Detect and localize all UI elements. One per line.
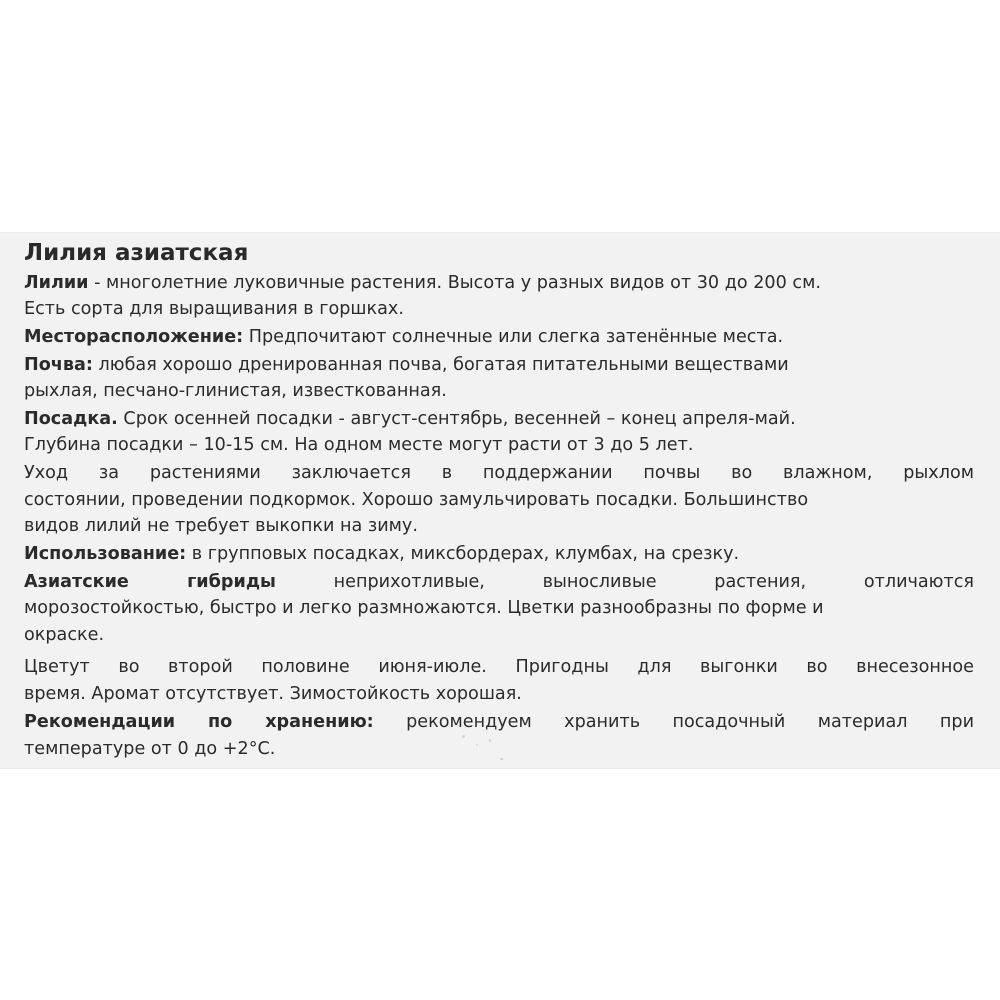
paper-speck bbox=[462, 735, 465, 738]
text-line bbox=[24, 433, 974, 457]
text-line bbox=[24, 488, 974, 512]
paper-speck bbox=[500, 758, 503, 760]
text-line-regular: состоянии, проведении подкормок. Хорошо замульчировать посадки. Большинство bbox=[24, 490, 809, 510]
text-line-regular: в групповых посадках, миксбордерах, клумбах, на срезку. bbox=[186, 544, 740, 564]
text-line bbox=[24, 710, 974, 734]
text-line-regular: морозостойкостью, быстро и легко размножаются. Цветки разнообразны по форме и bbox=[24, 598, 824, 618]
paper-speck bbox=[476, 744, 478, 746]
text-line bbox=[24, 623, 974, 647]
text-line bbox=[24, 542, 974, 566]
text-line bbox=[24, 596, 974, 620]
text-line-regular: время. Аромат отсутствует. Зимостойкость хорошая. bbox=[24, 684, 522, 704]
text-line-regular: рыхлая, песчано-глинистая, известкованная. bbox=[24, 381, 447, 401]
text-line bbox=[24, 325, 974, 349]
text-line-regular: Есть сорта для выращивания в горшках. bbox=[24, 299, 404, 319]
text-line-regular: Уход за растениями заключается в поддержании почвы во влажном, рыхлом bbox=[24, 463, 974, 483]
text-line-regular: Срок осенней посадки - август-сентябрь, весенней – конец апреля-май. bbox=[117, 409, 796, 429]
text-line bbox=[24, 682, 974, 706]
text-line-bold: Лилии bbox=[24, 273, 89, 293]
text-line-bold: Рекомендации по хранению: bbox=[24, 712, 374, 732]
text-line bbox=[24, 461, 974, 485]
text-line bbox=[24, 353, 974, 377]
text-line-regular: Предпочитают солнечные или слегка затенённые места. bbox=[243, 327, 784, 347]
text-line bbox=[24, 570, 974, 594]
text-line bbox=[24, 407, 974, 431]
text-line-bold: Азиатские гибриды bbox=[24, 572, 276, 592]
text-line bbox=[24, 514, 974, 538]
label-title: Лилия азиатская bbox=[24, 240, 249, 266]
text-line-regular: неприхотливые, выносливые растения, отличаются bbox=[275, 572, 974, 592]
text-line bbox=[24, 379, 974, 403]
text-line-bold: Почва: bbox=[24, 355, 93, 375]
text-line bbox=[24, 297, 974, 321]
text-line-regular: любая хорошо дренированная почва, богатая питательными веществами bbox=[92, 355, 789, 375]
text-line bbox=[24, 655, 974, 679]
text-line-regular: Глубина посадки – 10-15 см. На одном месте могут расти от 3 до 5 лет. bbox=[24, 435, 694, 455]
text-line-regular: рекомендуем хранить посадочный материал при bbox=[373, 712, 974, 732]
text-line-regular: - многолетние луковичные растения. Высота у разных видов от 30 до 200 см. bbox=[88, 273, 821, 293]
text-line-regular: видов лилий не требует выкопки на зиму. bbox=[24, 516, 418, 536]
paper-speck bbox=[489, 739, 491, 742]
text-line-regular: Цветут во второй половине июня-июле. Пригодны для выгонки во внесезонное bbox=[24, 657, 974, 677]
text-line-bold: Посадка. bbox=[24, 409, 118, 429]
text-line-regular: окраске. bbox=[24, 625, 105, 645]
text-line-regular: температуре от 0 до +2°С. bbox=[24, 739, 276, 759]
text-line bbox=[24, 737, 974, 761]
text-line-bold: Месторасположение: bbox=[24, 327, 244, 347]
text-line-bold: Использование: bbox=[24, 544, 187, 564]
text-line bbox=[24, 271, 974, 295]
